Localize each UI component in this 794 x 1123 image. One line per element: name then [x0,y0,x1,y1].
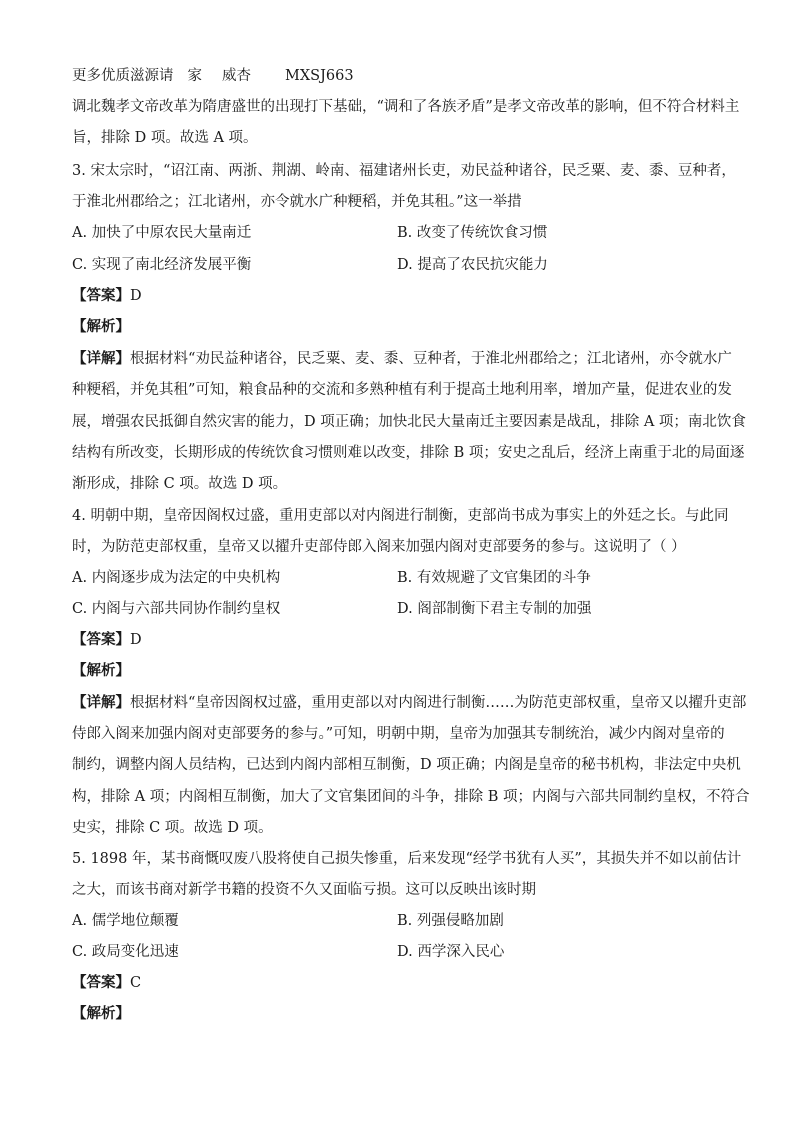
q5-analysis-label [72,1004,130,1024]
analysis-label: 【解析】 [72,1005,130,1022]
q3-stem-line-1: 3. 宋太宗时，“诏江南、两浙、荆湖、岭南、福建诸州长吏，劝民益种诸谷，民乏粟、麦、黍、豆种者， [72,163,736,179]
intro-line-2: 旨，排除 D 项。故选 A 项。 [72,130,258,146]
header-text-2: 家 [187,68,202,84]
q5-option-d: D. 西学深入民心 [397,944,505,960]
q4-detail-line-2: 侍郎入阁来加强内阁对吏部要务的参与。”可知，明朝中期，皇帝为加强其专制统治，减少内阁对皇帝的 [72,726,725,742]
q3-detail-line-5: 渐形成，排除 C 项。故选 D 项。 [72,476,288,492]
analysis-label: 【解析】 [72,662,130,679]
header-text-4: MXSJ663 [285,68,354,84]
page-header [72,66,354,86]
q3-option-c: C. 实现了南北经济发展平衡 [72,257,252,273]
detail-text: 根据材料“皇帝因阁权过盛，重用吏部以对内阁进行制衡……为防范吏部权重，皇帝又以擢升吏部 [130,695,747,711]
analysis-label: 【解析】 [72,318,130,335]
q4-stem-line-2: 时，为防范吏部权重，皇帝又以擢升吏部侍郎入阁来加强内阁对吏部要务的参与。这说明了（ ） [72,539,686,555]
q3-analysis-label [72,317,130,337]
q3-detail-line-4: 结构有所改变，长期形成的传统饮食习惯则难以改变，排除 B 项；安史之乱后，经济上南重于北的局面逐 [72,445,745,461]
q4-detail-line-5: 史实，排除 C 项。故选 D 项。 [72,820,273,836]
q4-detail-line-1 [72,693,747,713]
q4-stem-line-1: 4. 明朝中期，皇帝因阁权过盛，重用吏部以对内阁进行制衡，吏部尚书成为事实上的外廷之长。与此同 [72,508,729,524]
q4-detail-line-3: 制约，调整内阁人员结构，已达到内阁内部相互制衡，D 项正确；内阁是皇帝的秘书机构，非法定中央机 [72,757,741,773]
q4-option-a: A. 内阁逐步成为法定的中央机构 [72,570,281,586]
q4-answer [72,630,142,650]
answer-label: 【答案】 [72,974,130,991]
q3-option-a: A. 加快了中原农民大量南迁 [72,225,252,241]
q4-analysis-label [72,661,130,681]
q3-option-b: B. 改变了传统饮食习惯 [397,225,548,241]
q5-answer [72,973,141,993]
q3-stem-line-2: 于淮北州郡给之；江北诸州，亦令就水广种粳稻，并免其租。”这一举措 [72,194,522,210]
intro-line-1: 调北魏孝文帝改革为隋唐盛世的出现打下基础，“调和了各族矛盾”是孝文帝改革的影响，但不符合材料主 [72,99,740,115]
q4-option-b: B. 有效规避了文官集团的斗争 [397,570,591,586]
detail-label: 【详解】 [72,694,130,711]
q4-option-c: C. 内阁与六部共同协作制约皇权 [72,601,281,617]
detail-label: 【详解】 [72,350,130,367]
q3-detail-line-1 [72,349,732,369]
q5-stem-line-2: 之大，而该书商对新学书籍的投资不久又面临亏损。这可以反映出该时期 [72,882,536,898]
detail-text: 根据材料“劝民益种诸谷，民乏粟、麦、黍、豆种者，于淮北州郡给之；江北诸州，亦令就水广 [130,351,732,367]
answer-value: D [130,632,142,648]
q3-option-d: D. 提高了农民抗灾能力 [397,257,548,273]
answer-label: 【答案】 [72,631,130,648]
q5-option-a: A. 儒学地位颠覆 [72,913,179,929]
answer-label: 【答案】 [72,287,130,304]
header-text-3: 威杏 [222,68,251,84]
q4-detail-line-4: 构，排除 A 项；内阁相互制衡，加大了文官集团间的斗争，排除 B 项；内阁与六部共同制约皇权，不符合 [72,789,750,805]
q5-option-c: C. 政局变化迅速 [72,944,179,960]
q5-option-b: B. 列强侵略加剧 [397,913,504,929]
header-text-1: 更多优质滋源请 [72,68,174,84]
q3-detail-line-3: 展，增强农民抵御自然灾害的能力，D 项正确；加快北民大量南迁主要因素是战乱，排除 A 项；南北饮食 [72,414,746,430]
q5-stem-line-1: 5. 1898 年，某书商慨叹废八股将使自己损失惨重，后来发现“经学书犹有人买”，其损失并不如以前估计 [72,851,742,867]
q3-answer [72,286,142,306]
q4-option-d: D. 阁部制衡下君主专制的加强 [397,601,592,617]
answer-value: D [130,288,142,304]
q3-detail-line-2: 种粳稻，并免其租”可知，粮食品种的交流和多熟种植有利于提高土地利用率，增加产量，促进农业的发 [72,382,732,398]
answer-value: C [130,975,142,991]
